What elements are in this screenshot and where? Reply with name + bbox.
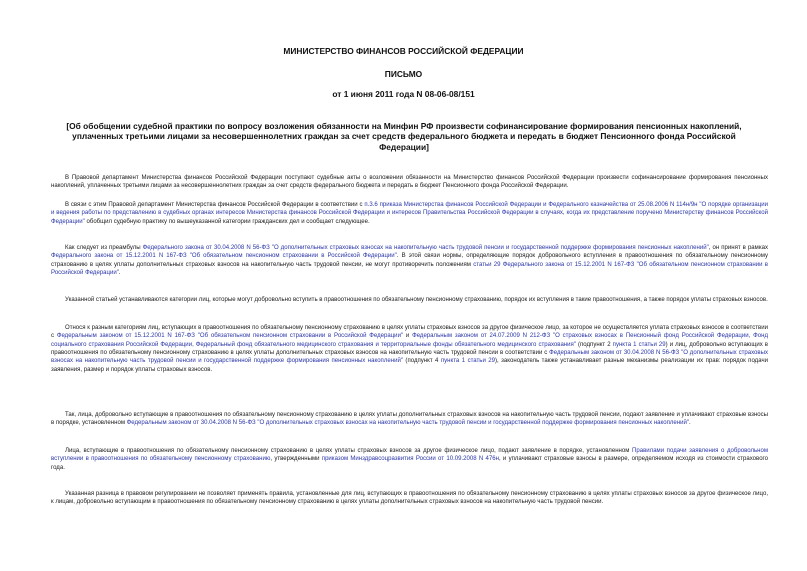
paragraph-text: , он принят в рамках [708, 245, 768, 251]
law-reference-link[interactable]: Федеральным законом от 24.07.2009 N 212-ФЗ "О страховых взносах в Пенсионный фонд Российской Федерации, Фонд социального страхования Российской Федерации, Федеральный фонд обязательного медицинского страхования и территориальные фонды обязательного медицинского страхования" [51, 333, 768, 348]
paragraph-text: ) и лиц, добровольно вступающих в правоотношения по обязательному пенсионному страхованию в целях уплаты дополнительных страховых взносов на накопительную часть трудовой пенсии в соответствии с [51, 341, 768, 357]
paragraph-text: и [403, 333, 413, 340]
ministry-heading: МИНИСТЕРСТВО ФИНАНСОВ РОССИЙСКОЙ ФЕДЕРАЦИИ [283, 46, 524, 56]
paragraph-text: В связи с этим Правовой департамент Министерства финансов Российской Федерации в соответствии с [65, 202, 365, 208]
paragraph-8 [51, 490, 768, 507]
paragraph-1 [51, 174, 768, 191]
document-type: ПИСЬМО [384, 69, 423, 79]
law-reference-link[interactable]: Федерального закона от 30.04.2008 N 56-ФЗ "О дополнительных страховых взносах на накопительную часть трудовой пенсии и государственной поддержке формирования пенсионных накоплений" [142, 245, 709, 251]
paragraph-4 [51, 296, 768, 304]
paragraph-text: ), законодатель также устанавливает разные механизмы реализации их прав: порядок подачи заявления, размер и порядок уплаты страховых взносов. [51, 358, 768, 373]
document-title: [Об обобщении судебной практики по вопросу возложения обязанности на Минфин РФ произвести софинансирование формирования пенсионных накоплений, уплаченных третьими лицами за несовершеннолетних граждан за счет средств федерального бюджета и передать в бюджет Пенсионного фонда Российской Федерации] [66, 121, 742, 152]
law-reference-link[interactable]: Правилами подачи заявления о добровольном вступлении в правоотношения по обязательному пенсионному страхованию [51, 448, 768, 463]
paragraph-text: Указанная разница в правовом регулировании не позволяет применять правила, установленные для лиц, вступающих в правоотношения по обязательному пенсионному страхованию в целях уплаты страховых взносов за другое физическое лицо, к лицам, добровольно вступающим в правоотношения по обязательному пенсионному страхованию в целях уплаты дополнительных страховых взносов на накопительную часть трудовой пенсии. [51, 491, 768, 506]
paragraph-text: Как следует из преамбулы [65, 245, 143, 251]
paragraph-text: , и уплачивают страховые взносы в размере, определяемом исходя из стоимости страхового года. [51, 456, 768, 471]
paragraph-text: Указанной статьей устанавливаются категории лиц, которые могут добровольно вступить в правоотношения по обязательному пенсионному страхованию, порядок их вступления в такие правоотношения, а также порядок уплаты страховых взносов. [65, 297, 768, 303]
paragraph-text: . В этой связи нормы, определяющие порядок добровольного вступления в правоотношения по обязательному пенсионному страхованию в целях уплаты дополнительных страховых взносов на накопительную часть трудовой пенсии, не могут противоречить положениям [51, 253, 768, 268]
law-reference-link[interactable]: п.3.6 приказа Министерства финансов Российской Федерации и Федерального казначейства от 25.08.2006 N 114н/9н "О порядке организации и ведения работы по представлению в судебных органах интересов Министерства финансов Российской Федерации и интересов Правительства Российской Федерации в случаях, когда их представление поручено Министерству финансов Российской Федерации" [51, 202, 768, 225]
law-reference-link[interactable]: пункта 1 статьи 29 [612, 341, 666, 348]
paragraph-text: Лица, вступающие в правоотношения по обязательному пенсионному страхованию в целях уплаты страховых взносов за другое физическое лицо, подают заявление в порядке, установленном [65, 448, 632, 454]
paragraph-text: , утвержденными [270, 456, 322, 463]
law-reference-link[interactable]: статьи 29 Федерального закона от 15.12.2001 N 167-ФЗ "Об обязательном пенсионном страховании в Российской Федерации" [51, 261, 768, 277]
paragraph-5 [51, 324, 768, 374]
paragraph-text: Так, лица, добровольно вступающие в правоотношения по обязательному пенсионному страхованию в целях уплаты дополнительных страховых взносов на накопительную часть трудовой пенсии, подают заявление и уплачивают страховые взносы в порядке, установленном [51, 412, 768, 427]
law-reference-link[interactable]: Федеральным законом от 15.12.2001 N 167-ФЗ "Об обязательном пенсионном страховании в Российской Федерации" [56, 333, 404, 340]
paragraph-7 [51, 447, 768, 472]
law-reference-link[interactable]: пункта 1 статьи 29 [440, 358, 495, 365]
date-number: от 1 июня 2011 года N 08-06-08/151 [332, 89, 475, 99]
paragraph-3 [51, 244, 768, 277]
paragraph-text: обобщил судебную практику по вышеуказанной категории гражданских дел и сообщает следующее. [84, 218, 370, 225]
paragraph-text: (подпункт 2 [575, 341, 613, 348]
law-reference-link[interactable]: приказом Минздравсоцразвития России от 10.09.2008 N 476н [321, 456, 499, 463]
paragraph-text: В Правовой департамент Министерства финансов Российской Федерации поступают судебные акты о возложении обязанности на Министерство финансов Российской Федерации произвести софинансирование формирования пенсионных накоплений, уплаченных третьими лицами за несовершеннолетних граждан за счет средств федерального бюджета и передать в бюджет Пенсионного фонда Российской Федерации. [51, 175, 768, 190]
law-reference-link[interactable]: Федеральным законом от 30.04.2008 N 56-ФЗ "О дополнительных страховых взносах на накопительную часть трудовой пенсии и государственной поддержке формирования пенсионных накоплений" [126, 420, 690, 427]
paragraph-2 [51, 201, 768, 226]
law-reference-link[interactable]: Федерального закона от 15.12.2001 N 167-ФЗ "Об обязательном пенсионном страховании в Российской Федерации" [51, 253, 397, 260]
paragraph-text: Относя к разным категориям лиц, вступающих в правоотношения по обязательному пенсионному страхованию в целях уплаты страховых взносов за другое физическое лицо, за которое не осуществляется уплата страховых взносов в соответствии с [51, 325, 768, 340]
paragraph-text: (подпункт 4 [402, 358, 441, 365]
paragraph-6 [51, 411, 768, 428]
paragraph-text: . [689, 420, 691, 427]
paragraph-text: . [118, 270, 121, 277]
law-reference-link[interactable]: Федеральным законом от 30.04.2008 N 56-ФЗ "О дополнительных страховых взносах на накопительную часть трудовой пенсии и государственной поддержке формирования пенсионных накоплений" [51, 350, 768, 365]
